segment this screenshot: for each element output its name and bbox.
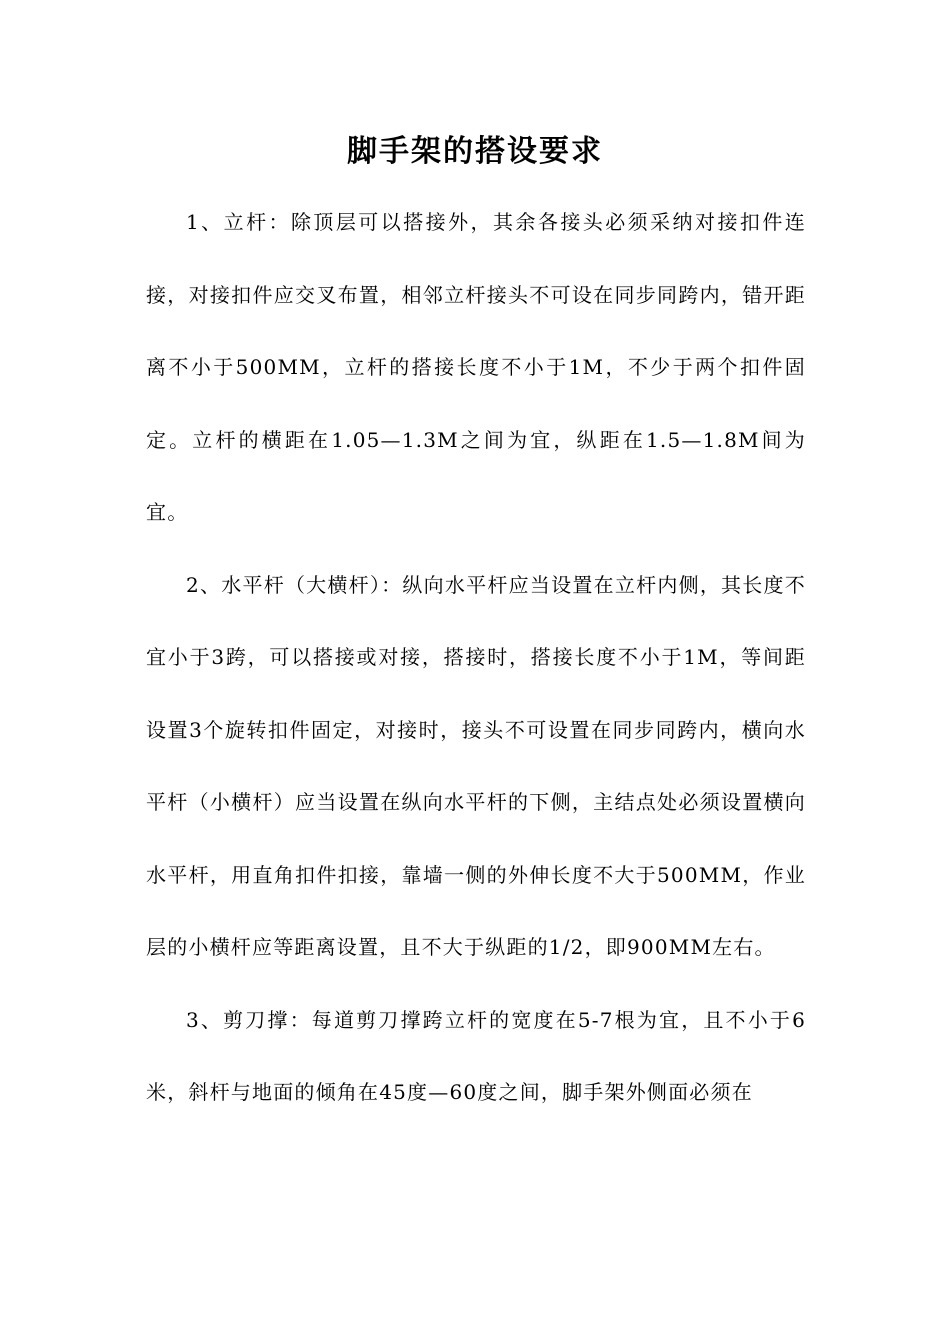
paragraph-cross-bracing: 3、剪刀撑：每道剪刀撑跨立杆的宽度在5-7根为宜，且不小于6米，斜杆与地面的倾角在45度—60度之间，脚手架外侧面必须在 (146, 1007, 806, 1104)
document-title: 脚手架的搭设要求 (347, 134, 603, 169)
paragraph-uprights: 1、立杆：除顶层可以搭接外，其余各接头必须采纳对接扣件连接，对接扣件应交叉布置，相邻立杆接头不可设在同步同跨内，错开距离不小于500MM，立杆的搭接长度不小于1M，不少于两个扣件固定。立杆的横距在1.05—1.3M之间为宜，纵距在1.5—1.8M间为宜。 (146, 210, 806, 524)
paragraph-horizontal-bars: 2、水平杆（大横杆）：纵向水平杆应当设置在立杆内侧，其长度不宜小于3跨，可以搭接或对接，搭接时，搭接长度不小于1M，等间距设置3个旋转扣件固定，对接时，接头不可设置在同步同跨内，横向水平杆（小横杆）应当设置在纵向水平杆的下侧，主结点处必须设置横向水平杆，用直角扣件扣接，靠墙一侧的外伸长度不大于500MM，作业层的小横杆应等距离设置，且不大于纵距的1/2，即900MM左右。 (146, 572, 806, 959)
document-body (146, 186, 806, 1129)
